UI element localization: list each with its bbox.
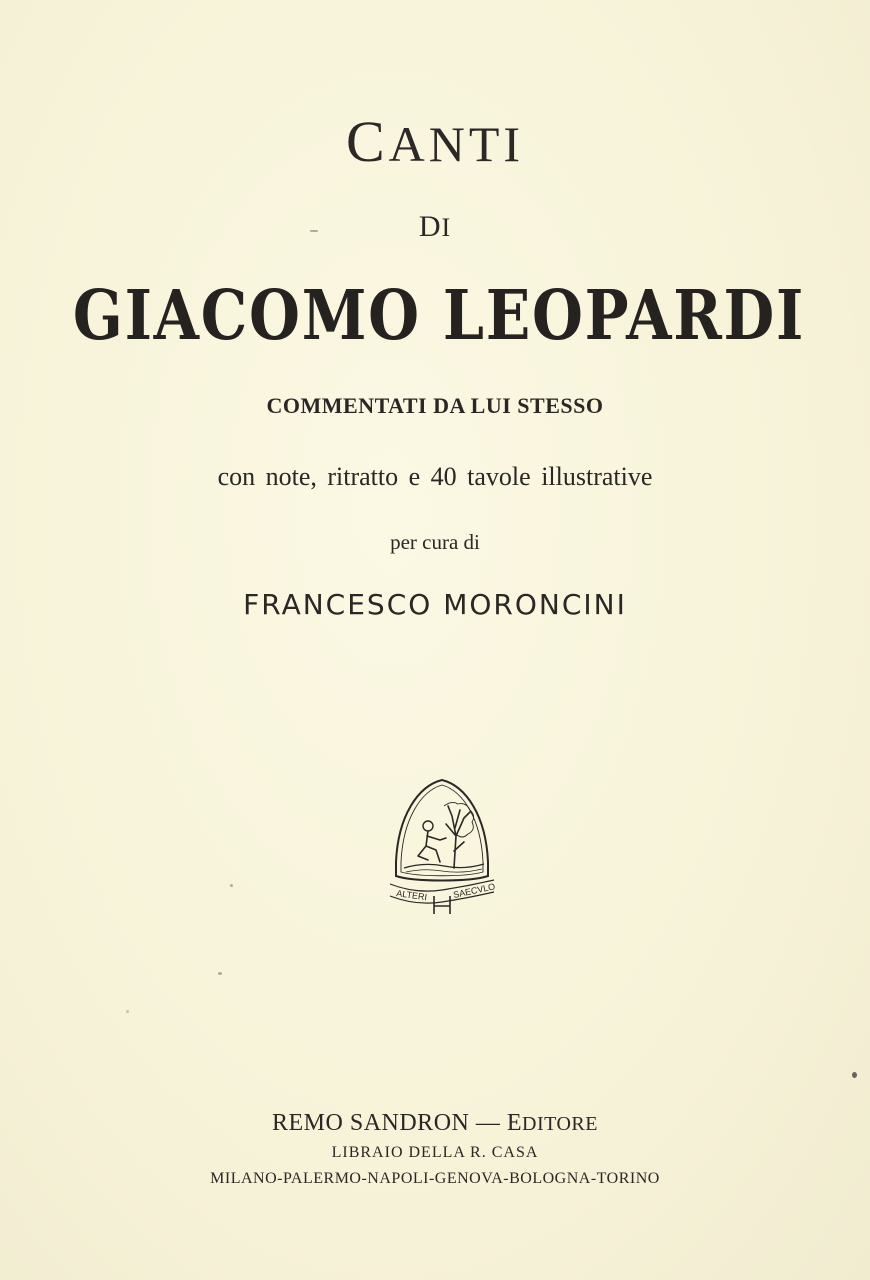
paper-speck xyxy=(852,1072,857,1078)
book-title-initial: C xyxy=(345,109,389,174)
publisher-role-initial: E xyxy=(506,1110,523,1136)
publisher-name xyxy=(0,1110,870,1137)
contents-description: con note, ritratto e 40 tavole illustrative xyxy=(217,462,653,491)
paper-speck xyxy=(310,230,318,232)
book-title xyxy=(0,108,870,175)
title-connector-rest: I xyxy=(441,213,452,242)
printer-mark-motto-left: ALTERI xyxy=(395,888,428,903)
publisher-role-rest: DITORE xyxy=(522,1113,598,1135)
title-connector-initial: D xyxy=(418,210,442,243)
subtitle: COMMENTATI DA LUI STESSO xyxy=(266,393,604,418)
publisher-title: LIBRAIO DELLA R. CASA xyxy=(331,1144,539,1161)
author-name: GIACOMO LEOPARDI xyxy=(72,276,806,356)
printer-mark-motto-right: SAECVLO xyxy=(452,881,497,900)
editor-prefix: per cura di xyxy=(390,530,480,554)
paper-speck xyxy=(126,1010,129,1013)
printer-mark-icon xyxy=(384,776,500,918)
publisher-cities: MILANO-PALERMO-NAPOLI-GENOVA-BOLOGNA-TORINO xyxy=(210,1170,660,1187)
editor-name: FRANCESCO MORONCINI xyxy=(243,588,627,621)
book-title-rest: ANTI xyxy=(388,116,525,172)
paper-speck xyxy=(230,884,233,887)
title-connector xyxy=(0,210,870,244)
publisher-name-text: REMO SANDRON — xyxy=(272,1110,507,1136)
paper-speck xyxy=(218,972,222,975)
